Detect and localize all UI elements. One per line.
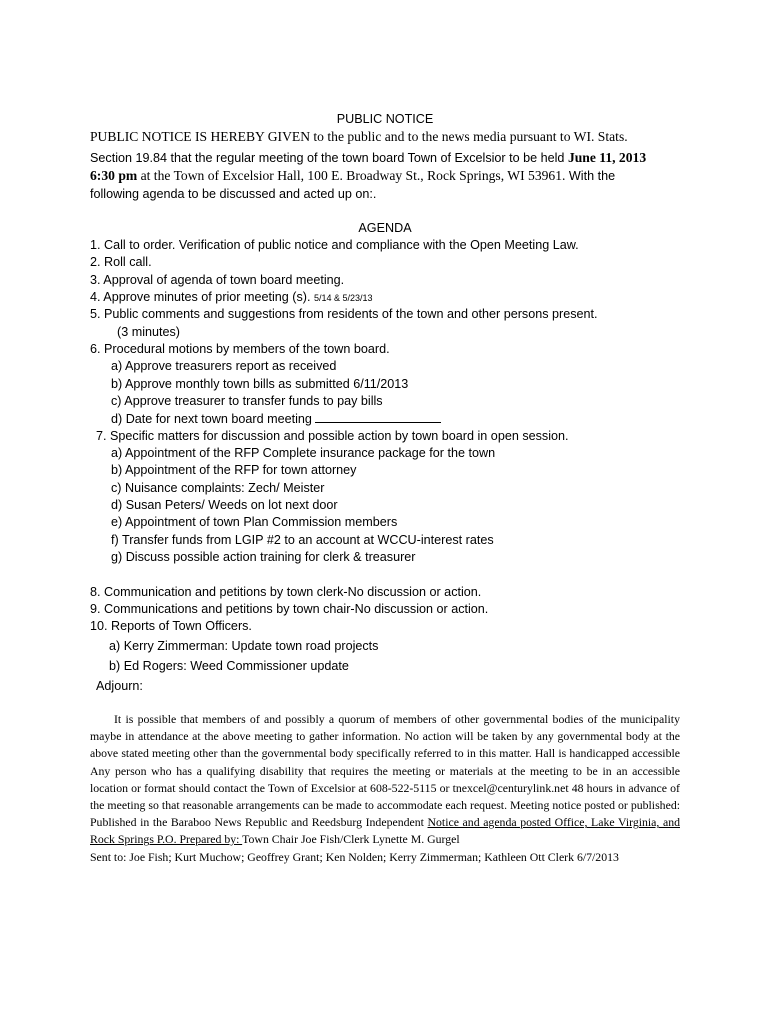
disclaimer-paragraph xyxy=(90,711,680,866)
meeting-time: 6:30 pm xyxy=(90,168,138,183)
disclaimer-text: It is possible that members of and possibly a quorum of members of other governmental bodies of the municipality maybe in attendance at the above meeting to gather information. No action will be taken by any governmental body at the above stated meeting other than the governmental body specifically referred to in this matter. Hall is handicapped accessible Any person who has a qualifying disability that requires the meeting or materials at the meeting to be in an accessible location or format should contact the Town of Excelsior at 608-522-5115 or tnexcel@centurylink.net 48 hours in advance of the meeting so that reasonable arrangements can be made to accommodate each request. Meeting notice posted or published: Published in the Baraboo News Republic and Reedsburg Independent xyxy=(90,712,680,830)
agenda-item-5: 5. Public comments and suggestions from residents of the town and other persons present. xyxy=(90,307,598,321)
agenda-item-6d-text: d) Date for next town board meeting xyxy=(111,412,312,426)
agenda-item-6b: b) Approve monthly town bills as submitted 6/11/2013 xyxy=(111,377,409,391)
agenda-item-10: 10. Reports of Town Officers. xyxy=(90,619,252,633)
agenda-item-1: 1. Call to order. Verification of public notice and compliance with the Open Meeting Law. xyxy=(90,238,579,252)
agenda-item-10a: a) Kerry Zimmerman: Update town road projects xyxy=(109,639,379,653)
sent-to-line: Sent to: Joe Fish; Kurt Muchow; Geoffrey Grant; Ken Nolden; Kerry Zimmerman; Kathleen Ott Clerk 6/7/2013 xyxy=(90,849,619,864)
posting-info: Notice and agenda posted Office, Lake Virginia, and Rock Springs P.O. Prepared by: xyxy=(90,815,680,847)
meeting-date: June 11, 2013 xyxy=(567,150,647,165)
agenda-item-4-dates: 5/14 & 5/23/13 xyxy=(314,293,373,303)
agenda-item-5-cont: (3 minutes) xyxy=(117,325,180,339)
date-blank-line xyxy=(315,410,441,423)
agenda-item-3: 3. Approval of agenda of town board meeting. xyxy=(90,273,345,287)
agenda-item-7: 7. Specific matters for discussion and possible action by town board in open session. xyxy=(96,429,569,443)
agenda-item-7b: b) Appointment of the RFP for town attorney xyxy=(111,463,357,477)
agenda-item-6a: a) Approve treasurers report as received xyxy=(111,359,337,373)
agenda-item-7a: a) Appointment of the RFP Complete insurance package for the town xyxy=(111,446,496,460)
agenda-item-7f: f) Transfer funds from LGIP #2 to an account at WCCU-interest rates xyxy=(111,533,494,547)
agenda-item-6: 6. Procedural motions by members of the town board. xyxy=(90,342,390,356)
agenda-item-4-text: 4. Approve minutes of prior meeting (s). xyxy=(90,290,314,304)
agenda-item-7c: c) Nuisance complaints: Zech/ Meister xyxy=(111,481,325,495)
notice-line-2-text: Section 19.84 that the regular meeting of the town board Town of Excelsior to be held xyxy=(90,151,568,165)
notice-line-3-tail: With the xyxy=(565,169,616,183)
agenda-item-7g: g) Discuss possible action training for clerk & treasurer xyxy=(111,550,416,564)
agenda-item-6c: c) Approve treasurer to transfer funds to pay bills xyxy=(111,394,383,408)
agenda-heading: AGENDA xyxy=(358,221,412,235)
agenda-item-10b: b) Ed Rogers: Weed Commissioner update xyxy=(109,659,349,673)
adjourn: Adjourn: xyxy=(96,679,143,693)
notice-title: PUBLIC NOTICE xyxy=(336,112,434,126)
agenda-item-7e: e) Appointment of town Plan Commission members xyxy=(111,515,398,529)
meeting-location: at the Town of Excelsior Hall, 100 E. Broadway St., Rock Springs, WI 53961. xyxy=(137,168,566,183)
notice-line-2 xyxy=(90,149,646,167)
agenda-item-6d xyxy=(111,410,441,428)
agenda-item-2: 2. Roll call. xyxy=(90,255,152,269)
agenda-item-7d: d) Susan Peters/ Weeds on lot next door xyxy=(111,498,338,512)
notice-line-1: PUBLIC NOTICE IS HEREBY GIVEN to the public and to the news media pursuant to WI. Stats. xyxy=(90,129,628,144)
notice-line-3 xyxy=(90,167,615,185)
prepared-by: Town Chair Joe Fish/Clerk Lynette M. Gurgel xyxy=(242,832,460,847)
notice-line-4: following agenda to be discussed and acted up on:. xyxy=(90,187,377,201)
agenda-item-8: 8. Communication and petitions by town clerk-No discussion or action. xyxy=(90,585,482,599)
agenda-item-9: 9. Communications and petitions by town chair-No discussion or action. xyxy=(90,602,489,616)
agenda-item-4 xyxy=(90,289,373,307)
